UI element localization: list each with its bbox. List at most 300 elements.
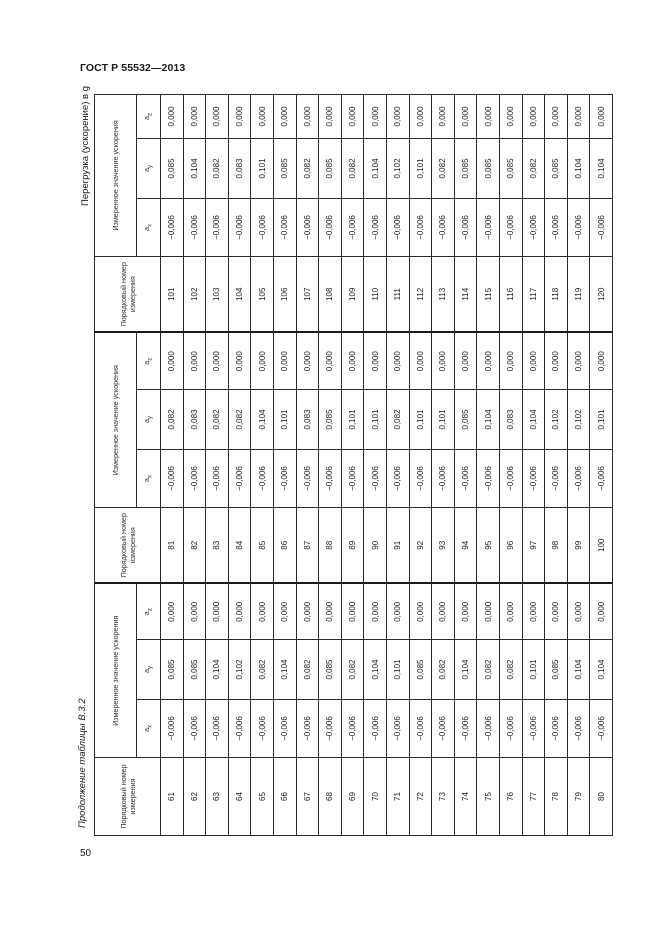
cell-number: 64: [228, 758, 251, 836]
table-row: [567, 94, 590, 835]
cell-az: 0,000: [251, 94, 274, 138]
table-row: [319, 94, 342, 835]
cell-ax: −0,006: [454, 449, 477, 507]
cell-ay: 0,104: [183, 138, 206, 198]
cell-ay: 0,085: [477, 138, 500, 198]
cell-number: 76: [499, 758, 522, 836]
header-ax-3: [137, 198, 161, 256]
cell-ay: 0,101: [251, 138, 274, 198]
cell-az: 0,000: [228, 332, 251, 389]
cell-az: 0,000: [319, 94, 342, 138]
cell-ay: 0,102: [545, 389, 568, 449]
axis-symbol: a: [141, 728, 151, 732]
header-number-2: Порядковый номер измерения: [95, 507, 161, 583]
cell-number: 106: [273, 256, 296, 332]
cell-number: 110: [364, 256, 387, 332]
cell-ax: −0,006: [206, 700, 229, 758]
cell-number: 72: [409, 758, 432, 836]
cell-ax: −0,006: [590, 700, 613, 758]
cell-ax: −0,006: [183, 700, 206, 758]
header-measured-2: Измеренное значение ускорения: [95, 332, 137, 507]
cell-ax: −0,006: [477, 198, 500, 256]
cell-number: 66: [273, 758, 296, 836]
cell-ax: −0,006: [499, 198, 522, 256]
cell-ax: −0,006: [499, 449, 522, 507]
cell-ax: −0,006: [432, 449, 455, 507]
cell-az: 0,000: [341, 583, 364, 639]
cell-az: 0,000: [386, 332, 409, 389]
cell-az: 0,000: [364, 583, 387, 639]
table-row: [183, 94, 206, 835]
header-az-3: [137, 94, 161, 138]
cell-ay: 0,082: [341, 138, 364, 198]
table-row: [386, 94, 409, 835]
cell-ay: 0,085: [499, 138, 522, 198]
cell-az: 0,000: [364, 94, 387, 138]
axis-subscript: y: [147, 666, 154, 669]
cell-az: 0,000: [251, 332, 274, 389]
cell-az: 0,000: [522, 332, 545, 389]
cell-ay: 0,104: [522, 389, 545, 449]
cell-number: 79: [567, 758, 590, 836]
cell-ax: −0,006: [454, 700, 477, 758]
cell-ay: 0,104: [567, 640, 590, 700]
cell-ax: −0,006: [206, 449, 229, 507]
header-ay-2: [137, 389, 161, 449]
cell-number: 117: [522, 256, 545, 332]
cell-ay: 0,083: [183, 389, 206, 449]
cell-number: 75: [477, 758, 500, 836]
cell-ay: 0,083: [228, 138, 251, 198]
cell-ax: −0,006: [386, 700, 409, 758]
cell-az: 0,000: [319, 332, 342, 389]
header-number-1: Порядковый номер измерения: [95, 758, 161, 836]
cell-az: 0,000: [296, 583, 319, 639]
cell-az: 0,000: [206, 94, 229, 138]
cell-az: 0,000: [590, 583, 613, 639]
cell-az: 0,000: [206, 583, 229, 639]
cell-number: 113: [432, 256, 455, 332]
cell-ay: 0,082: [499, 640, 522, 700]
cell-ax: −0,006: [183, 198, 206, 256]
axis-symbol: a: [141, 669, 151, 673]
cell-ax: −0,006: [273, 700, 296, 758]
cell-ay: 0,085: [273, 138, 296, 198]
axis-symbol: a: [141, 360, 151, 365]
axis-subscript: z: [147, 357, 154, 361]
cell-number: 105: [251, 256, 274, 332]
cell-number: 62: [183, 758, 206, 836]
cell-ax: −0,006: [567, 449, 590, 507]
cell-az: 0,000: [341, 332, 364, 389]
cell-number: 71: [386, 758, 409, 836]
cell-number: 116: [499, 256, 522, 332]
cell-az: 0,000: [409, 94, 432, 138]
cell-az: 0,000: [228, 583, 251, 639]
cell-ax: −0,006: [522, 700, 545, 758]
cell-ay: 0,104: [590, 640, 613, 700]
cell-ax: −0,006: [228, 198, 251, 256]
cell-az: 0,000: [161, 583, 184, 639]
cell-ax: −0,006: [454, 198, 477, 256]
cell-ay: 0,102: [567, 389, 590, 449]
cell-az: 0,000: [161, 332, 184, 389]
table-body: [161, 94, 613, 835]
cell-az: 0,000: [161, 94, 184, 138]
cell-number: 118: [545, 256, 568, 332]
cell-ay: 0,101: [341, 389, 364, 449]
cell-ay: 0,082: [161, 389, 184, 449]
cell-number: 115: [477, 256, 500, 332]
cell-ay: 0,101: [386, 640, 409, 700]
header-ax-2: [137, 449, 161, 507]
cell-ax: −0,006: [522, 449, 545, 507]
axis-subscript: x: [147, 725, 154, 728]
cell-ay: 0,082: [296, 640, 319, 700]
table-row: [251, 94, 274, 835]
cell-ax: −0,006: [477, 700, 500, 758]
cell-number: 77: [522, 758, 545, 836]
cell-ax: −0,006: [341, 198, 364, 256]
cell-number: 67: [296, 758, 319, 836]
cell-az: 0,000: [545, 583, 568, 639]
cell-az: 0,000: [567, 332, 590, 389]
cell-ax: −0,006: [545, 198, 568, 256]
cell-number: 86: [273, 507, 296, 583]
cell-number: 83: [206, 507, 229, 583]
axis-symbol: a: [141, 226, 151, 231]
cell-az: 0,000: [273, 94, 296, 138]
table-row: [341, 94, 364, 835]
cell-ax: −0,006: [251, 198, 274, 256]
cell-ax: −0,006: [251, 700, 274, 758]
cell-number: 99: [567, 507, 590, 583]
cell-number: 87: [296, 507, 319, 583]
unit-note: Перегрузка (ускорение) в g: [80, 86, 91, 206]
cell-ax: −0,006: [228, 700, 251, 758]
cell-az: 0,000: [522, 583, 545, 639]
cell-ax: −0,006: [545, 449, 568, 507]
cell-ay: 0,085: [545, 640, 568, 700]
table-row: [590, 94, 613, 835]
cell-az: 0,000: [409, 332, 432, 389]
cell-ax: −0,006: [251, 449, 274, 507]
cell-ax: −0,006: [228, 449, 251, 507]
table-row: [409, 94, 432, 835]
cell-ay: 0,085: [319, 640, 342, 700]
cell-ax: −0,006: [161, 198, 184, 256]
cell-ax: −0,006: [296, 198, 319, 256]
cell-az: 0,000: [522, 94, 545, 138]
cell-number: 84: [228, 507, 251, 583]
cell-ay: 0,085: [319, 138, 342, 198]
cell-ax: −0,006: [432, 198, 455, 256]
cell-ax: −0,006: [590, 449, 613, 507]
cell-az: 0,000: [273, 583, 296, 639]
cell-number: 78: [545, 758, 568, 836]
cell-az: 0,000: [454, 583, 477, 639]
cell-number: 61: [161, 758, 184, 836]
cell-number: 63: [206, 758, 229, 836]
cell-ax: −0,006: [341, 449, 364, 507]
cell-ay: 0,082: [386, 389, 409, 449]
cell-number: 95: [477, 507, 500, 583]
cell-ax: −0,006: [567, 198, 590, 256]
cell-az: 0,000: [364, 332, 387, 389]
axis-subscript: z: [147, 608, 154, 612]
cell-ay: 0,085: [454, 389, 477, 449]
cell-ax: −0,006: [386, 449, 409, 507]
cell-number: 104: [228, 256, 251, 332]
cell-ay: 0,104: [364, 138, 387, 198]
rotated-table-area: [76, 86, 613, 836]
cell-az: 0,000: [228, 94, 251, 138]
axis-symbol: a: [141, 611, 151, 616]
cell-ay: 0,082: [206, 389, 229, 449]
cell-ax: −0,006: [183, 449, 206, 507]
cell-ax: −0,006: [161, 449, 184, 507]
cell-ay: 0,085: [161, 138, 184, 198]
cell-ax: −0,006: [341, 700, 364, 758]
header-ax-1: [137, 700, 161, 758]
header-ay-3: [137, 138, 161, 198]
cell-az: 0,000: [341, 94, 364, 138]
cell-ax: −0,006: [296, 700, 319, 758]
table-row: [454, 94, 477, 835]
cell-ay: 0,082: [432, 640, 455, 700]
cell-az: 0,000: [432, 94, 455, 138]
cell-number: 74: [454, 758, 477, 836]
cell-ay: 0,101: [432, 389, 455, 449]
cell-ay: 0,102: [228, 640, 251, 700]
axis-subscript: y: [147, 415, 154, 419]
cell-ay: 0,104: [567, 138, 590, 198]
axis-subscript: x: [147, 223, 154, 227]
cell-az: 0,000: [183, 583, 206, 639]
document-header: ГОСТ Р 55532—2013: [80, 62, 186, 74]
page-number: 50: [80, 848, 92, 859]
cell-ax: −0,006: [409, 449, 432, 507]
axis-header-row: [137, 94, 161, 835]
cell-ay: 0,101: [409, 138, 432, 198]
cell-ax: −0,006: [364, 198, 387, 256]
cell-number: 109: [341, 256, 364, 332]
cell-ax: −0,006: [477, 449, 500, 507]
cell-ay: 0,101: [364, 389, 387, 449]
cell-ay: 0,101: [522, 640, 545, 700]
cell-number: 112: [409, 256, 432, 332]
cell-number: 100: [590, 507, 613, 583]
cell-ax: −0,006: [161, 700, 184, 758]
cell-ay: 0,104: [206, 640, 229, 700]
cell-ay: 0,085: [319, 389, 342, 449]
cell-ay: 0,104: [251, 389, 274, 449]
cell-ay: 0,085: [183, 640, 206, 700]
cell-number: 65: [251, 758, 274, 836]
header-az-1: [137, 583, 161, 639]
measurement-table: [94, 94, 613, 836]
cell-number: 102: [183, 256, 206, 332]
cell-ax: −0,006: [273, 198, 296, 256]
cell-az: 0,000: [183, 332, 206, 389]
cell-number: 91: [386, 507, 409, 583]
cell-az: 0,000: [590, 94, 613, 138]
cell-number: 82: [183, 507, 206, 583]
axis-symbol: a: [141, 167, 151, 172]
cell-ay: 0,101: [273, 389, 296, 449]
cell-ay: 0,104: [590, 138, 613, 198]
axis-symbol: a: [141, 418, 151, 423]
cell-az: 0,000: [273, 332, 296, 389]
cell-number: 108: [319, 256, 342, 332]
cell-az: 0,000: [545, 332, 568, 389]
table-row: [161, 94, 184, 835]
header-ay-1: [137, 640, 161, 700]
cell-number: 69: [341, 758, 364, 836]
cell-number: 107: [296, 256, 319, 332]
cell-az: 0,000: [499, 583, 522, 639]
cell-number: 73: [432, 758, 455, 836]
axis-symbol: a: [141, 477, 151, 482]
cell-az: 0,000: [499, 94, 522, 138]
cell-ay: 0,101: [409, 389, 432, 449]
cell-az: 0,000: [545, 94, 568, 138]
cell-number: 81: [161, 507, 184, 583]
cell-ax: −0,006: [545, 700, 568, 758]
cell-number: 94: [454, 507, 477, 583]
table-row: [545, 94, 568, 835]
table-row: [206, 94, 229, 835]
cell-number: 120: [590, 256, 613, 332]
cell-ax: −0,006: [567, 700, 590, 758]
table-caption: Продолжение таблицы В.3.2: [77, 698, 88, 828]
cell-az: 0,000: [567, 94, 590, 138]
cell-ay: 0,083: [499, 389, 522, 449]
table-row: [432, 94, 455, 835]
cell-az: 0,000: [206, 332, 229, 389]
cell-number: 114: [454, 256, 477, 332]
cell-number: 68: [319, 758, 342, 836]
table-row: [296, 94, 319, 835]
cell-ay: 0,104: [364, 640, 387, 700]
cell-ay: 0,082: [522, 138, 545, 198]
cell-number: 85: [251, 507, 274, 583]
cell-number: 96: [499, 507, 522, 583]
cell-az: 0,000: [477, 332, 500, 389]
cell-az: 0,000: [251, 583, 274, 639]
cell-ax: −0,006: [409, 700, 432, 758]
cell-number: 70: [364, 758, 387, 836]
cell-az: 0,000: [432, 332, 455, 389]
cell-az: 0,000: [567, 583, 590, 639]
cell-az: 0,000: [319, 583, 342, 639]
table-row: [228, 94, 251, 835]
cell-ax: −0,006: [364, 449, 387, 507]
table-row: [522, 94, 545, 835]
axis-subscript: y: [147, 164, 154, 168]
cell-ax: −0,006: [206, 198, 229, 256]
cell-ay: 0,085: [545, 138, 568, 198]
cell-ax: −0,006: [296, 449, 319, 507]
axis-subscript: x: [147, 474, 154, 478]
cell-ay: 0,102: [386, 138, 409, 198]
cell-ay: 0,082: [206, 138, 229, 198]
cell-ax: −0,006: [319, 700, 342, 758]
cell-ay: 0,085: [409, 640, 432, 700]
cell-number: 101: [161, 256, 184, 332]
cell-az: 0,000: [296, 94, 319, 138]
axis-symbol: a: [141, 115, 151, 120]
cell-ax: −0,006: [499, 700, 522, 758]
cell-number: 97: [522, 507, 545, 583]
cell-ay: 0,082: [296, 138, 319, 198]
cell-ay: 0,104: [273, 640, 296, 700]
cell-ax: −0,006: [319, 198, 342, 256]
cell-number: 119: [567, 256, 590, 332]
cell-number: 88: [319, 507, 342, 583]
header-measured-1: Измеренное значение ускорения: [95, 583, 137, 757]
axis-subscript: z: [147, 112, 154, 116]
cell-number: 90: [364, 507, 387, 583]
cell-ay: 0,104: [477, 389, 500, 449]
cell-az: 0,000: [454, 94, 477, 138]
cell-ay: 0,085: [161, 640, 184, 700]
cell-az: 0,000: [296, 332, 319, 389]
cell-az: 0,000: [409, 583, 432, 639]
cell-ay: 0,082: [228, 389, 251, 449]
cell-number: 103: [206, 256, 229, 332]
cell-ay: 0,082: [251, 640, 274, 700]
table-row: [273, 94, 296, 835]
header-az-2: [137, 332, 161, 389]
cell-ay: 0,085: [454, 138, 477, 198]
cell-az: 0,000: [590, 332, 613, 389]
cell-az: 0,000: [477, 583, 500, 639]
cell-ay: 0,101: [590, 389, 613, 449]
cell-az: 0,000: [432, 583, 455, 639]
cell-ax: −0,006: [432, 700, 455, 758]
cell-number: 92: [409, 507, 432, 583]
cell-ay: 0,083: [296, 389, 319, 449]
cell-ax: −0,006: [319, 449, 342, 507]
cell-az: 0,000: [386, 94, 409, 138]
cell-ax: −0,006: [590, 198, 613, 256]
table-row: [364, 94, 387, 835]
header-number-3: Порядковый номер измерения: [95, 256, 161, 332]
cell-ax: −0,006: [386, 198, 409, 256]
cell-az: 0,000: [499, 332, 522, 389]
cell-ax: −0,006: [364, 700, 387, 758]
cell-ay: 0,082: [341, 640, 364, 700]
cell-ay: 0,104: [454, 640, 477, 700]
cell-number: 89: [341, 507, 364, 583]
cell-number: 98: [545, 507, 568, 583]
header-measured-3: Измеренное значение ускорения: [95, 94, 137, 256]
cell-ay: 0,082: [432, 138, 455, 198]
cell-ay: 0,082: [477, 640, 500, 700]
table-row: [477, 94, 500, 835]
cell-az: 0,000: [477, 94, 500, 138]
cell-ax: −0,006: [409, 198, 432, 256]
cell-az: 0,000: [454, 332, 477, 389]
cell-number: 111: [386, 256, 409, 332]
cell-az: 0,000: [183, 94, 206, 138]
table-row: [499, 94, 522, 835]
cell-az: 0,000: [386, 583, 409, 639]
cell-number: 93: [432, 507, 455, 583]
cell-number: 80: [590, 758, 613, 836]
cell-ax: −0,006: [273, 449, 296, 507]
